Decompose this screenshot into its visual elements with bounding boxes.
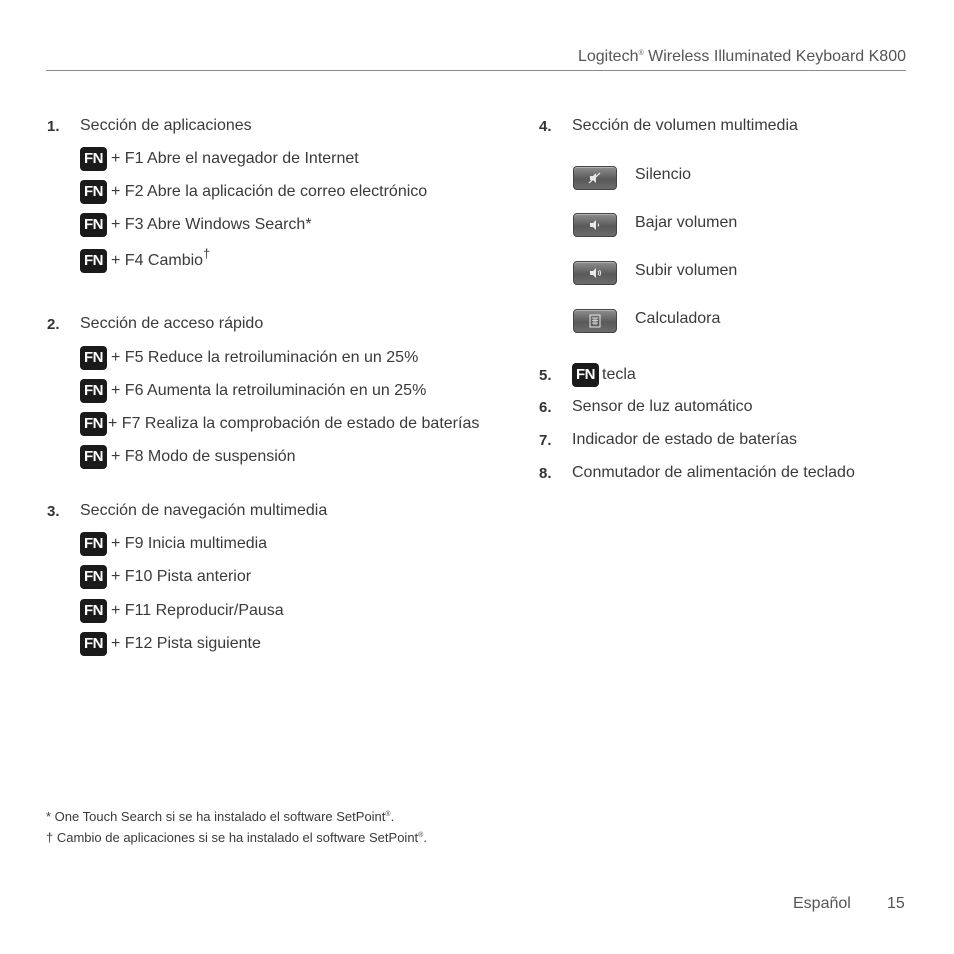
shortcut-item [80, 346, 418, 372]
footnote-text: † Cambio de aplicaciones si se ha instalado el software SetPoint [46, 830, 419, 845]
mute-key [573, 166, 617, 190]
shortcut-text: + F9 Inicia multimedia [111, 535, 268, 552]
list-item-number: 6. [539, 399, 552, 416]
shortcut-text: + F1 Abre el navegador de Internet [111, 150, 359, 167]
mute-icon [587, 170, 603, 186]
shortcut-text: + F12 Pista siguiente [111, 635, 261, 652]
shortcut-item [80, 532, 267, 558]
footnote [46, 830, 427, 845]
list-item-number: 5. [539, 367, 552, 384]
section-title: Sección de aplicaciones [80, 117, 252, 134]
footer-language: Español [793, 895, 851, 912]
shortcut-text: + F11 Reproducir/Pausa [111, 602, 284, 619]
section-number: 4. [539, 118, 552, 135]
calculator-icon [587, 313, 603, 329]
list-item-text: Conmutador de alimentación de teclado [572, 464, 855, 481]
shortcut-text: + F5 Reduce la retroiluminación en un 25% [111, 349, 419, 366]
shortcut-text: + F10 Pista anterior [111, 568, 252, 585]
volume-down-key [573, 213, 617, 237]
fn-key-icon: FN [80, 632, 107, 656]
footnote-end: . [390, 809, 395, 824]
fn-key-icon: FN [80, 599, 107, 623]
media-key-label: Subir volumen [635, 262, 738, 279]
list-item-text: tecla [602, 366, 636, 383]
section-title: Sección de volumen multimedia [572, 117, 798, 134]
shortcut-text: + F8 Modo de suspensión [111, 448, 296, 465]
shortcut-item [80, 213, 312, 239]
shortcut-text: + F4 Cambio [111, 251, 204, 269]
section-title: Sección de acceso rápido [80, 315, 264, 332]
fn-key-icon: FN [80, 180, 107, 204]
section-number: 2. [47, 316, 60, 333]
list-item-number: 8. [539, 465, 552, 482]
shortcut-item [80, 599, 284, 625]
section-title: Sección de navegación multimedia [80, 502, 328, 519]
section-number: 3. [47, 503, 60, 520]
footnote-text: * One Touch Search si se ha instalado el software SetPoint [46, 809, 386, 824]
list-item-text: Indicador de estado de baterías [572, 431, 798, 448]
shortcut-text: + F3 Abre Windows Search* [111, 216, 312, 233]
shortcut-item [80, 147, 359, 173]
dagger-mark: † [203, 246, 211, 261]
product-name: Wireless Illuminated Keyboard K800 [643, 48, 906, 65]
section-number: 1. [47, 118, 60, 135]
fn-key-icon: FN [80, 565, 107, 589]
fn-key-icon: FN [80, 412, 107, 436]
volume-up-icon [587, 265, 603, 281]
fn-key-icon: FN [80, 213, 107, 237]
fn-key-icon: FN [80, 147, 107, 171]
list-item-number: 7. [539, 432, 552, 449]
header-title [578, 48, 906, 66]
shortcut-item [80, 412, 479, 438]
fn-key-icon: FN [572, 363, 599, 387]
shortcut-item [80, 565, 251, 591]
media-key-label: Silencio [635, 166, 692, 183]
footnote-end: . [423, 830, 427, 845]
shortcut-text: + F6 Aumenta la retroiluminación en un 25% [111, 382, 427, 399]
list-item-text: Sensor de luz automático [572, 398, 753, 415]
shortcut-item [80, 445, 296, 471]
media-key-label: Bajar volumen [635, 214, 738, 231]
shortcut-item [80, 180, 427, 206]
registered-mark: ® [418, 832, 424, 839]
shortcut-text: + F7 Realiza la comprobación de estado de baterías [108, 415, 480, 432]
footnote [46, 809, 394, 824]
shortcut-text: + F2 Abre la aplicación de correo electrónico [111, 183, 428, 200]
fn-key-icon: FN [80, 445, 107, 469]
fn-key-icon: FN [80, 379, 107, 403]
list-item [572, 363, 636, 389]
volume-down-icon [587, 217, 603, 233]
calculator-key [573, 309, 617, 333]
shortcut-item [80, 246, 210, 272]
volume-up-key [573, 261, 617, 285]
registered-mark: ® [638, 50, 644, 57]
registered-mark: ® [385, 811, 391, 818]
fn-key-icon: FN [80, 346, 107, 370]
media-key-label: Calculadora [635, 310, 721, 327]
page-header [46, 44, 906, 71]
shortcut-item [80, 632, 261, 658]
page-number: 15 [887, 895, 905, 912]
fn-key-icon: FN [80, 249, 107, 273]
shortcut-item [80, 379, 426, 405]
fn-key-icon: FN [80, 532, 107, 556]
brand-name: Logitech [577, 48, 639, 65]
